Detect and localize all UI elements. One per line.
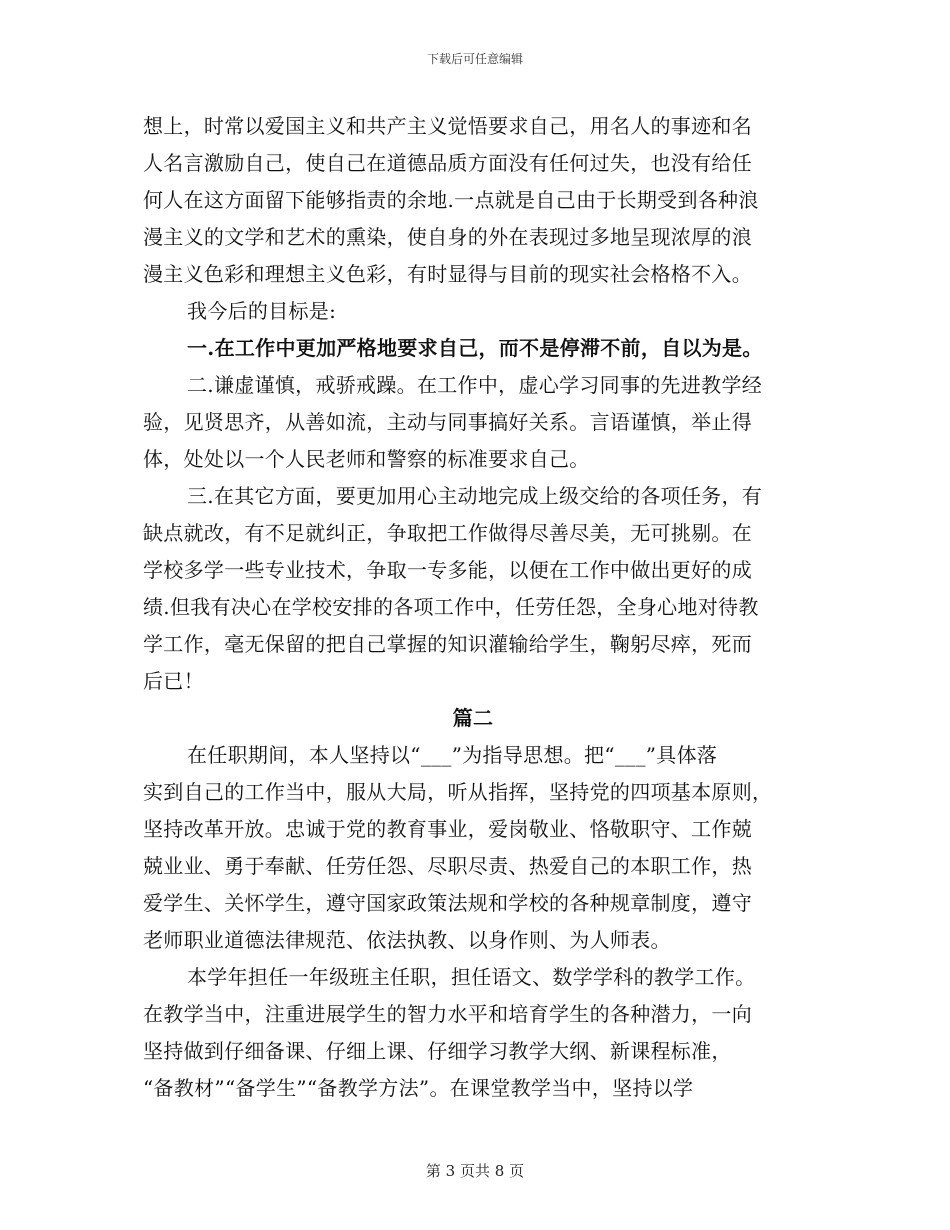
text-line: 想上，时常以爱国主义和共产主义觉悟要求自己，用名人的事迹和名 bbox=[143, 114, 752, 138]
text-line: 漫主义的文学和艺术的熏染，使自身的外在表现过多地呈现浓厚的浪 bbox=[143, 225, 752, 249]
text-line: 本学年担任一年级班主任职，担任语文、数学学科的教学工作。 bbox=[187, 965, 756, 989]
text-line: 实到自己的工作当中，服从大局，听从指挥，坚持党的四项基本原则， bbox=[143, 780, 773, 804]
section-heading: 篇二 bbox=[452, 706, 494, 730]
text-line: 我今后的目标是: bbox=[187, 299, 337, 323]
text-line: 学工作，毫无保留的把自己掌握的知识灌输给学生，鞠躬尽瘁，死而 bbox=[143, 632, 752, 656]
text-line: 后已！ bbox=[143, 669, 204, 693]
text-line: 在教学当中，注重进展学生的智力水平和培育学生的各种潜力，一向 bbox=[143, 1002, 752, 1026]
text-line: “备教材”“备学生”“备教学方法”。在课堂教学当中，坚持以学 bbox=[143, 1076, 694, 1100]
text-line: 一.在工作中更加严格地要求自己，而不是停滞不前，自以为是。 bbox=[187, 336, 763, 360]
text-line: 爱学生、关怀学生，遵守国家政策法规和学校的各种规章制度，遵守 bbox=[143, 891, 752, 915]
page-footer: 第 3 页共 8 页 bbox=[425, 1162, 525, 1180]
text-line: 验，见贤思齐，从善如流，主动与同事搞好关系。言语谨慎，举止得 bbox=[143, 410, 752, 434]
text-line: 何人在这方面留下能够指责的余地.一点就是自己由于长期受到各种浪 bbox=[143, 188, 759, 212]
text-line: 兢业业、勇于奉献、任劳任怨、尽职尽责、热爱自己的本职工作，热 bbox=[143, 854, 752, 878]
text-line: 绩.但我有决心在学校安排的各项工作中，任劳任怨，全身心地对待教 bbox=[143, 595, 759, 619]
page-header: 下载后可任意编辑 bbox=[426, 52, 523, 66]
text-line: 老师职业道德法律规范、依法执教、以身作则、为人师表。 bbox=[143, 928, 671, 952]
text-line: 三.在其它方面，要更加用心主动地完成上级交给的各项任务，有 bbox=[187, 484, 763, 508]
document-body bbox=[143, 108, 803, 1107]
text-line: 学校多学一些专业技术，争取一专多能，以便在工作中做出更好的成 bbox=[143, 558, 752, 582]
text-line: 坚持做到仔细备课、仔细上课、仔细学习教学大纲、新课程标准， bbox=[143, 1039, 732, 1063]
text-line: 漫主义色彩和理想主义色彩，有时显得与目前的现实社会格格不入。 bbox=[143, 262, 752, 286]
text-line: 缺点就改，有不足就纠正，争取把工作做得尽善尽美，无可挑剔。在 bbox=[143, 521, 752, 545]
text-line: 在任职期间，本人坚持以“___”为指导思想。把“___”具体落 bbox=[187, 743, 718, 767]
text-line: 二.谦虚谨慎，戒骄戒躁。在工作中，虚心学习同事的先进教学经 bbox=[187, 373, 763, 397]
text-line: 坚持改革开放。忠诚于党的教育事业，爱岗敬业、恪敬职守、工作兢 bbox=[143, 817, 752, 841]
text-line: 人名言激励自己，使自己在道德品质方面没有任何过失，也没有给任 bbox=[143, 151, 752, 175]
text-line: 体，处处以一个人民老师和警察的标准要求自己。 bbox=[143, 447, 590, 471]
